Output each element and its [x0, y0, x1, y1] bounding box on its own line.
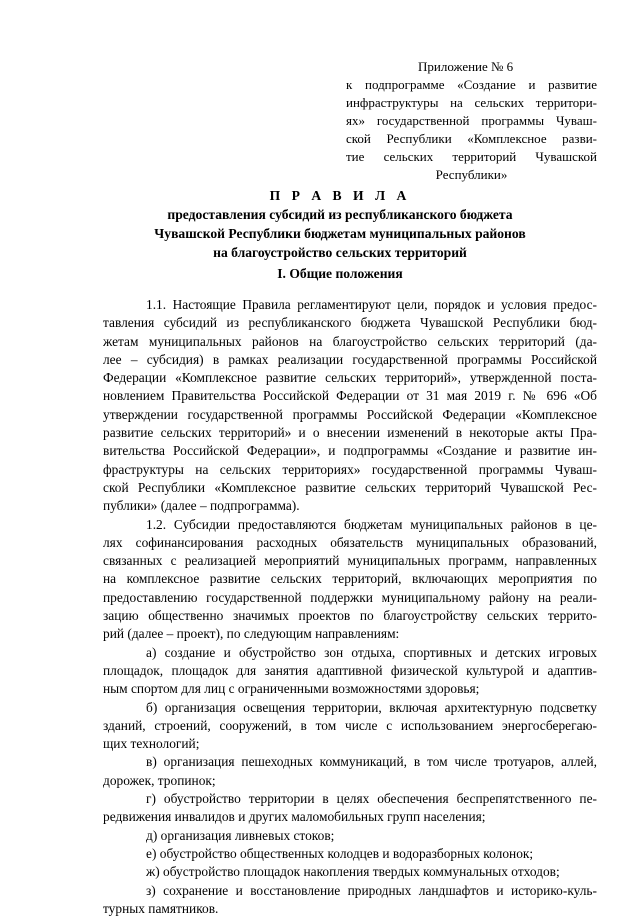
body-line: е) обустройство общественных колодцев и водоразборных колонок; [146, 845, 534, 861]
body-line: жетам муниципальных районов на благоустройство сельских территорий (да- [103, 333, 597, 349]
document-title [60, 186, 620, 262]
body-line: публики» (далее – подпрограмма). [103, 498, 300, 514]
section-heading: I. Общие положения [277, 266, 403, 281]
body-line: щих технологий; [103, 736, 200, 752]
body-line: на комплексное развитие сельских территорий, включающих мероприятия по [103, 571, 597, 587]
body-line: предоставлению государственной поддержки муниципальному району на реали- [103, 589, 597, 605]
body-line: 1.1. Настоящие Правила регламентируют цели, порядок и условия предос- [146, 297, 597, 312]
body-line: Федерации «Комплексное развитие сельских территорий», утвержденной поста- [103, 370, 597, 386]
body-line: утверждении государственной программы Российской Федерации «Комплексное [103, 406, 597, 422]
body-line: ным спортом для лиц с ограниченными возможностями здоровья; [103, 681, 480, 697]
body-line: д) организация ливневых стоков; [146, 827, 335, 843]
annex-line: тие сельских территорий Чувашской [346, 149, 597, 164]
annex-line-last: Республики» [435, 167, 508, 182]
body-line: г) обустройство территории в целях обеспечения беспрепятственного пе- [146, 791, 597, 807]
body-line: связанных с реализацией мероприятий муниципальных программ, направленных [103, 553, 597, 569]
body-line: вительства Российской Федерации», и подпрограммы «Создание и развитие ин- [103, 443, 597, 459]
body-line: зацию общественно значимых проектов по благоустройству сельских террито- [103, 608, 597, 624]
body-line: тавления субсидий из республиканского бюджета Чувашской Республики бюд- [103, 315, 597, 331]
body-line: ж) обустройство площадок накопления твердых коммунальных отходов; [146, 864, 560, 880]
annex-line: инфраструктуры на сельских территори- [346, 95, 597, 110]
title-line: предоставления субсидий из республиканского бюджета [167, 207, 513, 222]
title-line: на благоустройство сельских территорий [213, 245, 467, 260]
body-line: в) организация пешеходных коммуникаций, в том числе тротуаров, аллей, [146, 754, 597, 770]
body-line: а) создание и обустройство зон отдыха, спортивных и детских игровых [146, 644, 597, 660]
document-body [103, 296, 597, 918]
body-line: редвижения инвалидов и других маломобильных групп населения; [103, 809, 486, 825]
title-word: П Р А В И Л А [269, 188, 411, 203]
body-line: рий (далее – проект), по следующим направлениям: [103, 626, 400, 642]
annex-number: Приложение № 6 [418, 59, 514, 74]
annex-line: ской Республики «Комплексное разви- [346, 131, 597, 146]
body-line: зданий, строений, сооружений, в том числе с использованием энергосберегаю- [103, 717, 597, 733]
annex-line: ях» государственной программы Чуваш- [346, 113, 597, 128]
body-line: лее – субсидия) в рамках реализации государственной программы Российской [103, 351, 597, 367]
body-line: лях софинансирования расходных обязательств муниципальных образований, [103, 534, 597, 550]
body-line: 1.2. Субсидии предоставляются бюджетам муниципальных районов в це- [146, 516, 597, 532]
body-line: б) организация освещения территории, включая архитектурную подсветку [146, 699, 597, 715]
body-line: дорожек, тропинок; [103, 772, 216, 788]
annex-header [346, 58, 597, 184]
body-line: развитие сельских территорий» и о внесении изменений в некоторые акты Пра- [103, 425, 597, 441]
body-line: з) сохранение и восстановление природных ландшафтов и историко-куль- [146, 882, 597, 898]
body-line: турных памятников. [103, 900, 219, 916]
body-line: фраструктуры на сельских территориях» государственной программы Чуваш- [103, 461, 597, 477]
title-line: Чувашской Республики бюджетам муниципальных районов [154, 226, 526, 241]
body-line: площадок, площадок для занятия адаптивной физической культурой и адаптив- [103, 662, 597, 678]
body-line: ской Республики «Комплексное развитие сельских территорий Чувашской Рес- [103, 479, 597, 495]
annex-line: к подпрограмме «Создание и развитие [346, 77, 597, 92]
body-line: новлением Правительства Российской Федерации от 31 мая 2019 г. № 696 «Об [103, 388, 597, 404]
